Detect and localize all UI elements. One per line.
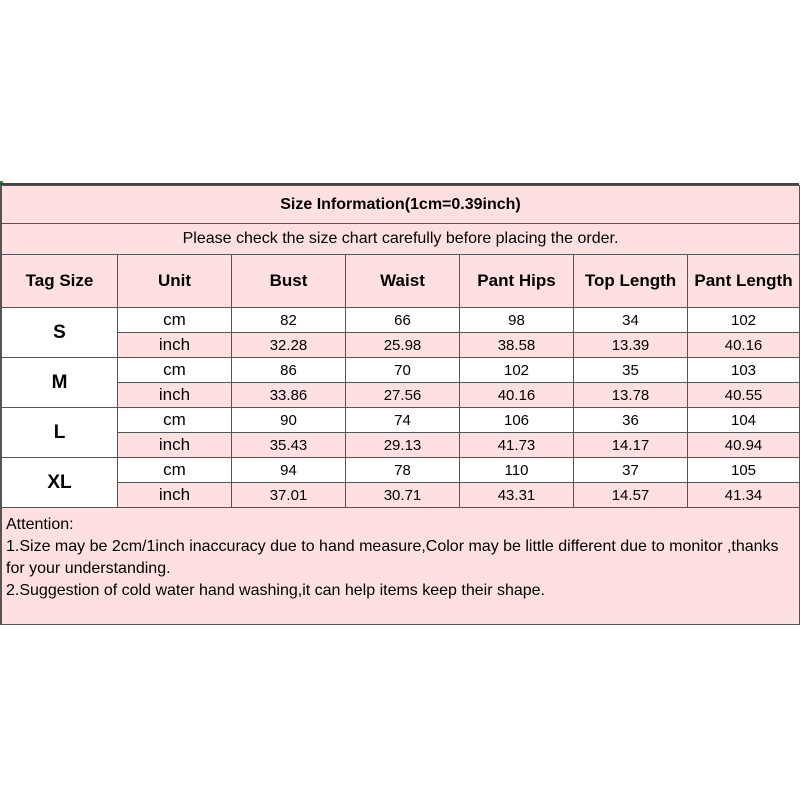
- measurement-cell: 13.39: [574, 333, 688, 358]
- table-row: [2, 333, 800, 358]
- measurement-cell: 37: [574, 458, 688, 483]
- measurement-cell: 38.58: [460, 333, 574, 358]
- table-row: [2, 358, 800, 383]
- subtitle-row: [2, 224, 800, 255]
- table-row: [2, 408, 800, 433]
- header-waist: Waist: [346, 255, 460, 308]
- measurement-cell: 34: [574, 308, 688, 333]
- unit-cell: cm: [118, 308, 232, 333]
- measurement-cell: 37.01: [232, 483, 346, 508]
- header-pant-length: Pant Length: [688, 255, 800, 308]
- header-top-length: Top Length: [574, 255, 688, 308]
- unit-cell: cm: [118, 358, 232, 383]
- table-row: [2, 483, 800, 508]
- measurement-cell: 41.34: [688, 483, 800, 508]
- tag-size-cell: S: [2, 308, 118, 358]
- measurement-cell: 29.13: [346, 433, 460, 458]
- measurement-cell: 43.31: [460, 483, 574, 508]
- measurement-cell: 66: [346, 308, 460, 333]
- attention-line-1: 1.Size may be 2cm/1inch inaccuracy due to hand measure,Color may be little different due to monitor ,thanks for your understanding.: [6, 538, 779, 577]
- header-row: [2, 255, 800, 308]
- attention-heading: Attention:: [6, 516, 74, 533]
- tag-size-cell: XL: [2, 458, 118, 508]
- unit-cell: cm: [118, 408, 232, 433]
- table-row: [2, 308, 800, 333]
- table-row: [2, 433, 800, 458]
- measurement-cell: 40.55: [688, 383, 800, 408]
- measurement-cell: 33.86: [232, 383, 346, 408]
- measurement-cell: 104: [688, 408, 800, 433]
- measurement-cell: 78: [346, 458, 460, 483]
- tag-size-cell: M: [2, 358, 118, 408]
- unit-cell: inch: [118, 483, 232, 508]
- attention-line-2: 2.Suggestion of cold water hand washing,it can help items keep their shape.: [6, 582, 545, 599]
- tag-size-cell: L: [2, 408, 118, 458]
- chart-subtitle: Please check the size chart carefully before placing the order.: [2, 224, 800, 255]
- measurement-cell: 35.43: [232, 433, 346, 458]
- table-row: [2, 458, 800, 483]
- measurement-cell: 98: [460, 308, 574, 333]
- measurement-cell: 30.71: [346, 483, 460, 508]
- measurement-cell: 40.16: [460, 383, 574, 408]
- measurement-cell: 41.73: [460, 433, 574, 458]
- measurement-cell: 14.57: [574, 483, 688, 508]
- unit-cell: inch: [118, 383, 232, 408]
- measurement-cell: 106: [460, 408, 574, 433]
- measurement-cell: 102: [460, 358, 574, 383]
- unit-cell: cm: [118, 458, 232, 483]
- measurement-cell: 82: [232, 308, 346, 333]
- measurement-cell: 25.98: [346, 333, 460, 358]
- measurement-cell: 40.94: [688, 433, 800, 458]
- measurement-cell: 27.56: [346, 383, 460, 408]
- measurement-cell: 105: [688, 458, 800, 483]
- attention-row: [2, 508, 800, 625]
- header-tag-size: Tag Size: [2, 255, 118, 308]
- measurement-cell: 13.78: [574, 383, 688, 408]
- unit-cell: inch: [118, 333, 232, 358]
- chart-title: Size Information(1cm=0.39inch): [2, 186, 800, 224]
- measurement-cell: 36: [574, 408, 688, 433]
- measurement-cell: 90: [232, 408, 346, 433]
- measurement-cell: 110: [460, 458, 574, 483]
- header-unit: Unit: [118, 255, 232, 308]
- measurement-cell: 102: [688, 308, 800, 333]
- size-chart: [0, 183, 799, 625]
- measurement-cell: 35: [574, 358, 688, 383]
- measurement-cell: 14.17: [574, 433, 688, 458]
- measurement-cell: 74: [346, 408, 460, 433]
- attention-notes: [2, 508, 800, 625]
- measurement-cell: 40.16: [688, 333, 800, 358]
- title-row: [2, 186, 800, 224]
- header-pant-hips: Pant Hips: [460, 255, 574, 308]
- size-table: [1, 185, 800, 625]
- measurement-cell: 94: [232, 458, 346, 483]
- measurement-cell: 32.28: [232, 333, 346, 358]
- measurement-cell: 86: [232, 358, 346, 383]
- measurement-cell: 103: [688, 358, 800, 383]
- measurement-cell: 70: [346, 358, 460, 383]
- table-row: [2, 383, 800, 408]
- header-bust: Bust: [232, 255, 346, 308]
- unit-cell: inch: [118, 433, 232, 458]
